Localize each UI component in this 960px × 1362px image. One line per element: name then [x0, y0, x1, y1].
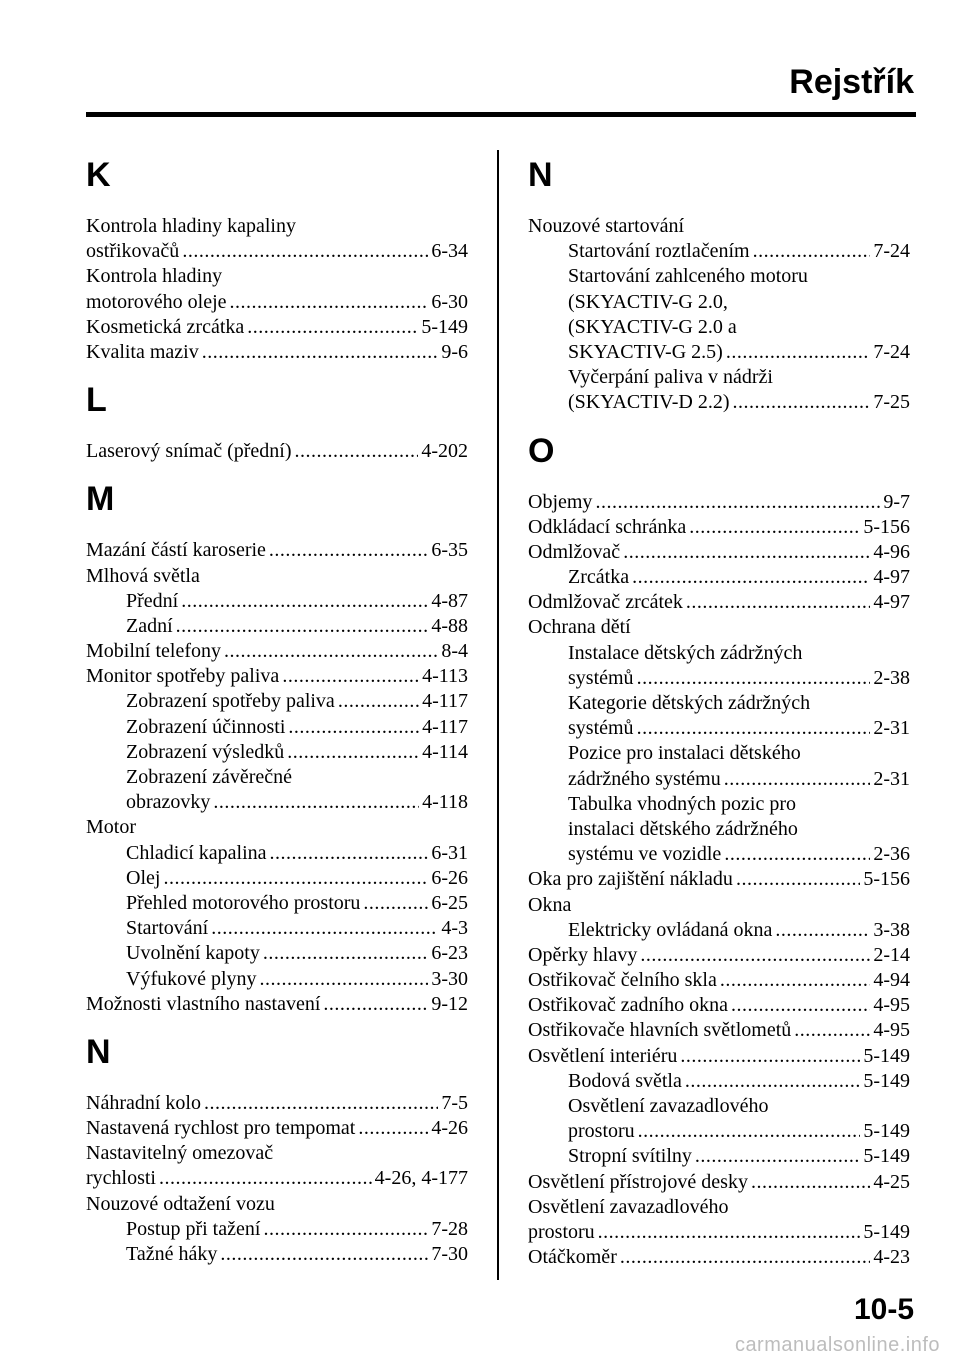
- index-entry: [528, 1245, 910, 1270]
- dot-leader: [220, 1242, 428, 1267]
- index-subentry: [528, 1069, 910, 1094]
- entry-label: (SKYACTIV-D 2.2): [568, 391, 730, 414]
- entry-label: Postup při tažení: [126, 1217, 261, 1240]
- index-subentry: [86, 715, 468, 740]
- dot-leader: [159, 1166, 372, 1191]
- index-entry: [86, 1166, 468, 1191]
- entry-label: Přední: [126, 589, 179, 612]
- index-entry: [86, 1141, 468, 1166]
- index-subentry: [528, 1094, 910, 1119]
- entry-label: Zobrazení spotřeby paliva: [126, 690, 335, 713]
- index-section: [86, 1027, 468, 1267]
- dot-leader: [363, 891, 428, 916]
- dot-leader: [595, 490, 880, 515]
- entry-page-ref: 6-30: [431, 290, 468, 313]
- entry-label: systémů: [568, 717, 634, 740]
- index-subentry: [528, 1144, 910, 1169]
- dot-leader: [685, 1069, 860, 1094]
- entry-page-ref: 7-28: [431, 1217, 468, 1240]
- dot-leader: [211, 916, 438, 941]
- index-entry: [86, 538, 468, 563]
- entry-label: Vyčerpání paliva v nádrži: [568, 366, 773, 389]
- entry-page-ref: 4-113: [422, 665, 468, 688]
- entry-label: Startování zahlceného motoru: [568, 265, 808, 288]
- index-column-right: [528, 150, 910, 1270]
- dot-leader: [632, 565, 870, 590]
- entry-label: instalaci dětského zádržného: [568, 817, 798, 840]
- entry-label: Startování: [126, 917, 209, 940]
- index-entry: [86, 815, 468, 840]
- entry-label: Nouzové odtažení vozu: [86, 1192, 275, 1215]
- dot-leader: [794, 1018, 870, 1043]
- index-subentry: [86, 589, 468, 614]
- index-entry: [528, 1044, 910, 1069]
- entry-page-ref: 3-30: [431, 967, 468, 990]
- index-subentry: [86, 841, 468, 866]
- entry-label: Výfukové plyny: [126, 967, 257, 990]
- dot-leader: [230, 290, 429, 315]
- entry-page-ref: 4-3: [441, 917, 468, 940]
- dot-leader: [620, 1245, 870, 1270]
- index-section: [86, 375, 468, 464]
- index-entry: [528, 540, 910, 565]
- entry-page-ref: 3-38: [873, 918, 910, 941]
- entry-page-ref: 4-26, 4-177: [374, 1167, 468, 1190]
- entry-label: Ostřikovač zadního okna: [528, 994, 728, 1017]
- index-section: [528, 426, 910, 1271]
- entry-label: Startování roztlačením: [568, 240, 750, 263]
- entry-page-ref: 4-25: [873, 1170, 910, 1193]
- entry-label: Kategorie dětských zádržných: [568, 692, 811, 714]
- dot-leader: [598, 1220, 861, 1245]
- dot-leader: [260, 967, 429, 992]
- entry-label: Uvolnění kapoty: [126, 942, 260, 965]
- dot-leader: [724, 767, 871, 792]
- entry-label: Okna: [528, 893, 572, 916]
- entry-label: Bodová světla: [568, 1069, 682, 1092]
- entry-page-ref: 4-88: [431, 614, 468, 637]
- section-letter: N: [86, 1032, 111, 1071]
- index-entry: [86, 1091, 468, 1116]
- index-subentry: [528, 290, 910, 315]
- index-entry: [86, 214, 468, 239]
- index-entry: [86, 664, 468, 689]
- section-letter: O: [528, 431, 555, 470]
- index-subentry: [86, 790, 468, 815]
- index-subentry: [528, 817, 910, 842]
- entry-page-ref: 6-25: [431, 891, 468, 914]
- entry-page-ref: 4-26: [431, 1117, 468, 1140]
- dot-leader: [202, 340, 439, 365]
- index-subentry: [86, 916, 468, 941]
- index-entry: [528, 515, 910, 540]
- entry-page-ref: 4-117: [422, 690, 468, 713]
- index-entry: [86, 1192, 468, 1217]
- entry-page-ref: 5-149: [863, 1120, 910, 1143]
- entry-page-ref: 8-4: [441, 640, 468, 663]
- index-subentry: [528, 1119, 910, 1144]
- entry-label: zádržného systému: [568, 767, 721, 790]
- dot-leader: [623, 540, 870, 565]
- entry-label: Kosmetická zrcátka: [86, 315, 245, 338]
- entry-page-ref: 6-26: [431, 866, 468, 889]
- page-number: 10-5: [853, 1293, 914, 1326]
- entry-page-ref: 9-12: [431, 992, 468, 1015]
- entry-label: obrazovky: [126, 791, 211, 814]
- index-subentry: [528, 365, 910, 390]
- entry-page-ref: 4-97: [873, 591, 910, 614]
- dot-leader: [213, 790, 419, 815]
- dot-leader: [637, 716, 871, 741]
- index-subentry: [528, 340, 910, 365]
- entry-page-ref: 4-95: [873, 1019, 910, 1042]
- index-entry: [528, 943, 910, 968]
- entry-label: Mazání částí karoserie: [86, 539, 266, 562]
- dot-leader: [247, 315, 418, 340]
- index-section: [86, 150, 468, 365]
- section-letter: L: [86, 381, 107, 420]
- index-subentry: [528, 565, 910, 590]
- index-subentry: [528, 792, 910, 817]
- entry-label: Zadní: [126, 614, 173, 637]
- index-entry: [86, 239, 468, 264]
- dot-leader: [731, 993, 870, 1018]
- dot-leader: [724, 842, 870, 867]
- dot-leader: [224, 639, 438, 664]
- entry-label: Zrcátka: [568, 566, 630, 589]
- entry-label: Oka pro zajištění nákladu: [528, 868, 733, 891]
- entry-page-ref: 2-36: [873, 843, 910, 866]
- index-entry: [86, 315, 468, 340]
- entry-page-ref: 5-149: [421, 315, 468, 338]
- entry-label: prostoru: [568, 1120, 635, 1143]
- index-entry: [86, 439, 468, 464]
- index-entry: [86, 290, 468, 315]
- entry-label: Kontrola hladiny: [86, 265, 223, 288]
- entry-label: Náhradní kolo: [86, 1091, 201, 1114]
- dot-leader: [695, 1144, 860, 1169]
- index-subentry: [528, 264, 910, 289]
- entry-label: motorového oleje: [86, 290, 227, 313]
- entry-page-ref: 9-7: [883, 490, 910, 513]
- entry-page-ref: 5-149: [863, 1044, 910, 1067]
- entry-label: Osvětlení interiéru: [528, 1044, 678, 1067]
- entry-page-ref: 4-118: [422, 791, 468, 814]
- index-subentry: [528, 390, 910, 415]
- entry-label: Chladicí kapalina: [126, 841, 267, 864]
- entry-label: SKYACTIV-G 2.5): [568, 340, 723, 363]
- entry-label: (SKYACTIV-G 2.0,: [568, 290, 728, 313]
- index-entry: [528, 968, 910, 993]
- dot-leader: [294, 439, 418, 464]
- dot-leader: [270, 841, 429, 866]
- entry-page-ref: 4-96: [873, 540, 910, 563]
- entry-page-ref: 4-94: [873, 969, 910, 992]
- dot-leader: [181, 589, 428, 614]
- index-section: [528, 150, 910, 416]
- index-entry: [528, 1220, 910, 1245]
- index-entry: [528, 214, 910, 239]
- entry-label: Tabulka vhodných pozic pro: [568, 792, 796, 815]
- entry-page-ref: 7-5: [441, 1091, 468, 1114]
- index-section: [86, 474, 468, 1017]
- entry-page-ref: 4-114: [422, 740, 468, 763]
- index-entry: [86, 639, 468, 664]
- entry-page-ref: 4-117: [422, 715, 468, 738]
- index-entry: [528, 1195, 910, 1220]
- dot-leader: [686, 590, 870, 615]
- dot-leader: [751, 1170, 870, 1195]
- entry-label: Mlhová světla: [86, 564, 200, 587]
- entry-label: Nastavitelný omezovač: [86, 1142, 274, 1165]
- index-subentry: [86, 765, 468, 790]
- entry-label: prostoru: [528, 1220, 595, 1243]
- entry-page-ref: 5-149: [863, 1220, 910, 1243]
- dot-leader: [726, 340, 871, 365]
- section-letter: N: [528, 156, 553, 194]
- entry-page-ref: 7-24: [873, 240, 910, 263]
- entry-label: Zobrazení závěrečné: [126, 766, 292, 788]
- entry-label: Opěrky hlavy: [528, 943, 638, 966]
- entry-page-ref: 4-23: [873, 1246, 910, 1269]
- entry-page-ref: 6-31: [431, 841, 468, 864]
- index-subentry: [528, 716, 910, 741]
- dot-leader: [640, 943, 870, 968]
- entry-page-ref: 4-95: [873, 994, 910, 1017]
- entry-label: Mobilní telefony: [86, 640, 221, 663]
- index-subentry: [528, 767, 910, 792]
- index-subentry: [86, 689, 468, 714]
- dot-leader: [263, 1217, 428, 1242]
- dot-leader: [176, 614, 429, 639]
- dot-leader: [736, 867, 860, 892]
- index-entry: [86, 340, 468, 365]
- entry-page-ref: 5-149: [863, 1145, 910, 1168]
- entry-label: Nouzové startování: [528, 215, 685, 237]
- dot-leader: [269, 538, 428, 563]
- entry-page-ref: 5-156: [863, 515, 910, 538]
- dot-leader: [720, 968, 870, 993]
- watermark: carmanualsonline.info: [734, 1334, 940, 1356]
- index-entry: [528, 993, 910, 1018]
- dot-leader: [689, 515, 860, 540]
- entry-label: Motor: [86, 816, 136, 839]
- index-subentry: [86, 614, 468, 639]
- entry-label: Ochrana dětí: [528, 616, 631, 639]
- dot-leader: [680, 1044, 860, 1069]
- entry-label: Osvětlení zavazadlového: [568, 1095, 769, 1117]
- entry-label: Zobrazení účinnosti: [126, 715, 286, 738]
- dot-leader: [358, 1116, 428, 1141]
- index-entry: [528, 590, 910, 615]
- entry-label: (SKYACTIV-G 2.0 a: [568, 315, 737, 338]
- entry-label: Kontrola hladiny kapaliny: [86, 215, 296, 237]
- entry-label: Odkládací schránka: [528, 515, 687, 538]
- dot-leader: [323, 992, 428, 1017]
- index-entry: [528, 1170, 910, 1195]
- index-entry: [86, 564, 468, 589]
- entry-label: Ostřikovač čelního skla: [528, 969, 717, 992]
- index-subentry: [86, 967, 468, 992]
- entry-label: systému ve vozidle: [568, 843, 722, 866]
- entry-label: Objemy: [528, 490, 593, 513]
- dot-leader: [163, 866, 428, 891]
- entry-label: Olej: [126, 866, 161, 889]
- header-rule: [86, 112, 916, 117]
- index-column-left: [86, 150, 468, 1267]
- dot-leader: [775, 918, 870, 943]
- index-entry: [86, 264, 468, 289]
- entry-label: Nastavená rychlost pro tempomat: [86, 1117, 356, 1140]
- dot-leader: [263, 941, 428, 966]
- section-letter: M: [86, 480, 115, 519]
- index-subentry: [528, 239, 910, 264]
- entry-page-ref: 7-30: [431, 1243, 468, 1265]
- entry-page-ref: 7-25: [873, 391, 910, 414]
- column-divider: [497, 150, 499, 1280]
- entry-page-ref: 5-156: [863, 868, 910, 891]
- index-entry: [528, 893, 910, 918]
- index-subentry: [528, 641, 910, 666]
- entry-page-ref: 7-24: [873, 340, 910, 363]
- index-subentry: [86, 941, 468, 966]
- entry-page-ref: 4-202: [421, 440, 468, 463]
- entry-label: rychlosti: [86, 1167, 156, 1190]
- entry-page-ref: 6-23: [431, 942, 468, 965]
- section-letter: K: [86, 156, 111, 194]
- entry-label: Tažné háky: [126, 1243, 218, 1265]
- entry-page-ref: 2-31: [873, 767, 910, 790]
- index-entry: [86, 992, 468, 1017]
- entry-label: Zobrazení výsledků: [126, 740, 285, 763]
- entry-page-ref: 4-97: [873, 566, 910, 589]
- dot-leader: [753, 239, 871, 264]
- entry-label: Ostřikovače hlavních světlometů: [528, 1019, 792, 1042]
- page-title: Rejstřík: [789, 63, 914, 101]
- dot-leader: [637, 666, 871, 691]
- dot-leader: [204, 1091, 438, 1116]
- entry-page-ref: 5-149: [863, 1069, 910, 1092]
- index-subentry: [86, 1217, 468, 1242]
- entry-label: systémů: [568, 666, 634, 689]
- index-subentry: [528, 315, 910, 340]
- dot-leader: [182, 239, 428, 264]
- entry-label: ostřikovačů: [86, 240, 180, 263]
- entry-label: Možnosti vlastního nastavení: [86, 992, 321, 1015]
- entry-page-ref: 6-35: [431, 539, 468, 562]
- index-entry: [86, 1116, 468, 1141]
- index-subentry: [528, 691, 910, 716]
- dot-leader: [638, 1119, 861, 1144]
- entry-label: Kvalita maziv: [86, 340, 199, 363]
- entry-page-ref: 4-87: [431, 589, 468, 612]
- index-subentry: [528, 741, 910, 766]
- entry-label: Laserový snímač (přední): [86, 440, 292, 463]
- dot-leader: [338, 689, 419, 714]
- index-subentry: [86, 1242, 468, 1267]
- entry-label: Osvětlení přístrojové desky: [528, 1170, 748, 1193]
- entry-label: Odmlžovač zrcátek: [528, 591, 683, 614]
- entry-label: Odmlžovač: [528, 540, 621, 563]
- entry-page-ref: 2-31: [873, 717, 910, 740]
- index-subentry: [86, 740, 468, 765]
- entry-page-ref: 2-38: [873, 666, 910, 689]
- entry-page-ref: 2-14: [873, 943, 910, 966]
- entry-label: Pozice pro instalaci dětského: [568, 742, 801, 765]
- entry-label: Monitor spotřeby paliva: [86, 665, 280, 688]
- index-entry: [528, 1018, 910, 1043]
- entry-label: Otáčkoměr: [528, 1246, 617, 1269]
- index-entry: [528, 490, 910, 515]
- index-subentry: [528, 918, 910, 943]
- index-subentry: [86, 866, 468, 891]
- index-subentry: [528, 842, 910, 867]
- dot-leader: [732, 390, 870, 415]
- dot-leader: [287, 740, 419, 765]
- index-subentry: [86, 891, 468, 916]
- entry-label: Stropní svítilny: [568, 1145, 692, 1168]
- entry-label: Osvětlení zavazadlového: [528, 1195, 729, 1218]
- index-entry: [528, 615, 910, 640]
- entry-page-ref: 6-34: [431, 240, 468, 263]
- entry-label: Instalace dětských zádržných: [568, 641, 803, 664]
- entry-page-ref: 9-6: [441, 340, 468, 363]
- dot-leader: [288, 715, 419, 740]
- entry-label: Elektricky ovládaná okna: [568, 918, 773, 941]
- index-entry: [528, 867, 910, 892]
- entry-label: Přehled motorového prostoru: [126, 891, 361, 914]
- dot-leader: [282, 664, 419, 689]
- index-subentry: [528, 666, 910, 691]
